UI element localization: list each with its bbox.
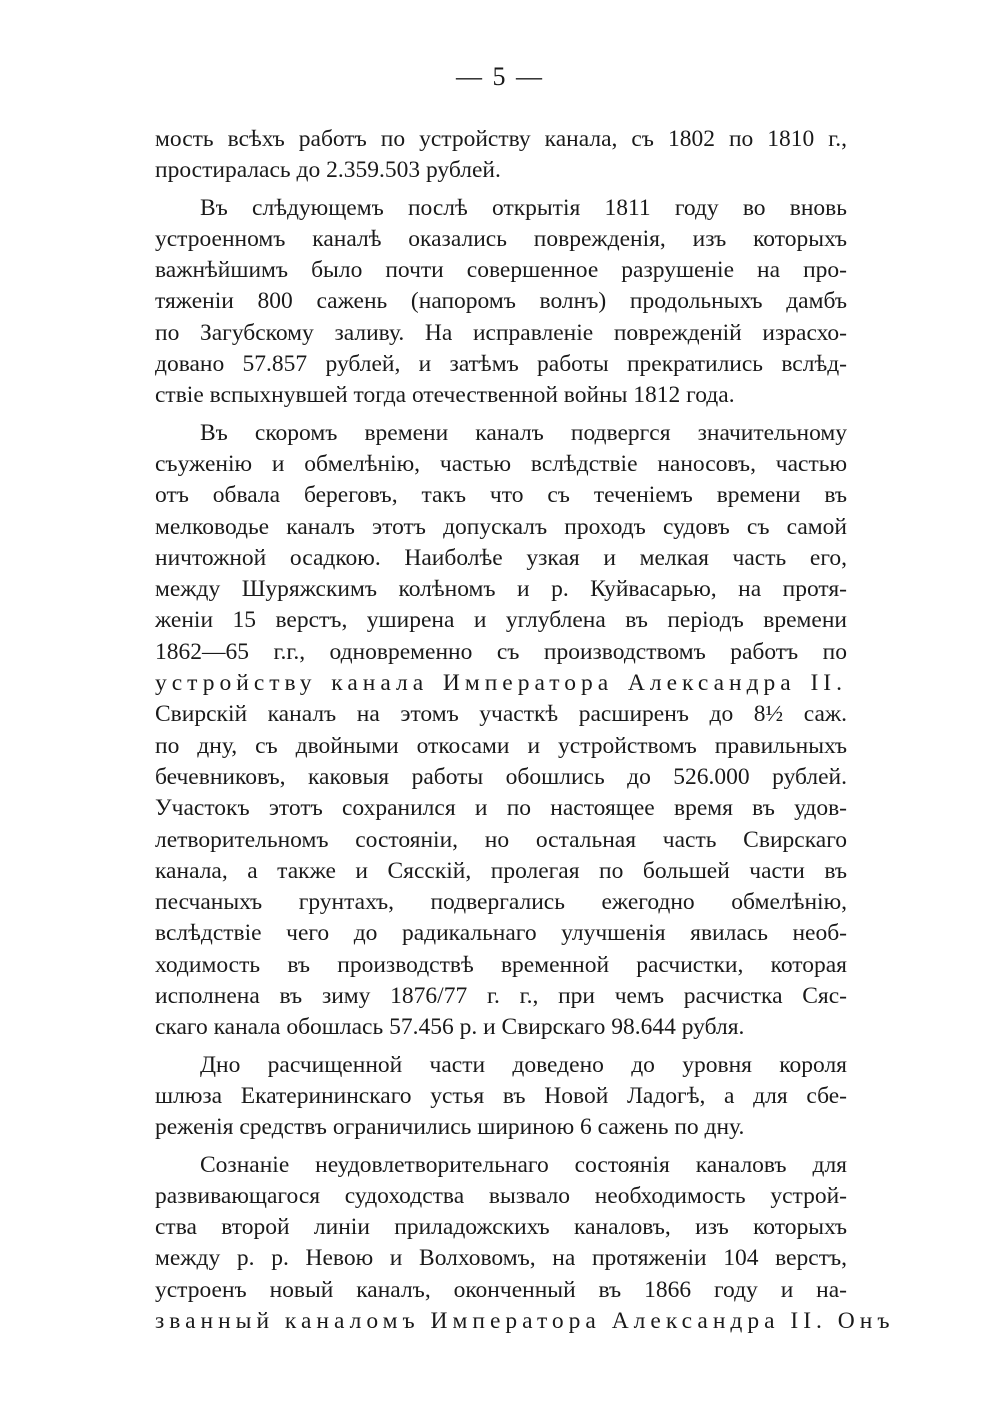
text-line: ства второй линіи приладожскихъ каналовъ, изъ которыхъ: [155, 1214, 847, 1241]
text-line: летворительномъ состояніи, но остальная часть Свирскаго: [155, 826, 847, 853]
text-line: довано 57.857 рублей, и затѣмъ работы прекратились вслѣд-: [155, 351, 847, 378]
text-line: скаго канала обошлась 57.456 р. и Свирскаго 98.644 рубля.: [155, 1014, 745, 1041]
text-line: реженія средствъ ограничились шириною 6 сажень по дну.: [155, 1114, 745, 1141]
text-line: съуженію и обмелѣнію, частью вслѣдствіе наносовъ, частью: [155, 450, 847, 477]
paragraph-1: [155, 124, 847, 187]
text-line: важнѣйшимъ было почти совершенное разрушеніе на про-: [155, 257, 847, 284]
text-line: Сознаніе неудовлетворительнаго состоянія каналовъ для: [200, 1151, 847, 1178]
text-line: устройству канала Императора Александра II.: [155, 670, 847, 697]
page-number: — 5 —: [456, 62, 544, 91]
text-line: по Загубскому заливу. На исправленіе поврежденій израсхо-: [155, 319, 847, 346]
text-line: исполнена въ зиму 1876/77 г. г., при чемъ расчистка Сяс-: [155, 983, 847, 1010]
text-line: Свирскій каналъ на этомъ участкѣ расширенъ до 8½ саж.: [155, 701, 847, 728]
text-line: женіи 15 верстъ, уширена и углублена въ періодъ времени: [155, 607, 847, 634]
paragraph-4: [155, 1050, 847, 1144]
paragraph-3: [155, 418, 847, 1044]
text-line: ходимость въ производствѣ временной расчистки, которая: [155, 951, 847, 978]
body-text: [155, 124, 895, 1337]
text-line: отъ обвала береговъ, такъ что съ теченіемъ времени въ: [155, 482, 847, 509]
text-line: устроенномъ каналѣ оказались поврежденія, изъ которыхъ: [155, 225, 847, 252]
text-line: бечевниковъ, каковыя работы обошлись до 526.000 рублей.: [155, 763, 847, 790]
text-line: тяженіи 800 сажень (напоромъ волнъ) продольныхъ дамбъ: [155, 288, 847, 315]
text-line: устроенъ новый каналъ, оконченный въ 1866 году и на-: [155, 1276, 847, 1303]
text-line: вслѣдствіе чего до радикальнаго улучшенія явилась необ-: [155, 920, 847, 947]
text-line: по дну, съ двойными откосами и устройствомъ правильныхъ: [155, 732, 847, 759]
text-line: званный каналомъ Императора Александра II. Онъ: [155, 1307, 895, 1334]
text-line: между Шуряжскимъ колѣномъ и р. Куйвасарью, на протя-: [155, 576, 847, 603]
text-line: песчаныхъ грунтахъ, подвергались ежегодно обмелѣнію,: [155, 889, 847, 916]
text-line: ствіе вспыхнувшей тогда отечественной войны 1812 года.: [155, 382, 735, 409]
text-line: ничтожной осадкою. Наиболѣе узкая и мелкая часть его,: [155, 544, 847, 571]
text-line: между р. р. Невою и Волховомъ, на протяженіи 104 верстъ,: [155, 1245, 847, 1272]
paragraph-5: [155, 1150, 895, 1338]
paragraph-2: [155, 193, 847, 412]
text-line: простиралась до 2.359.503 рублей.: [155, 157, 501, 184]
text-line: 1862—65 г.г., одновременно съ производствомъ работъ по: [155, 638, 847, 665]
text-line: Въ слѣдующемъ послѣ открытія 1811 году во вновь: [200, 194, 847, 221]
text-line: мость всѣхъ работъ по устройству канала, съ 1802 по 1810 г.,: [155, 126, 847, 152]
text-line: Участокъ этотъ сохранился и по настоящее время въ удов-: [155, 795, 847, 822]
text-line: Дно расчищенной части доведено до уровня короля: [200, 1051, 847, 1078]
text-line: канала, а также и Сясскій, пролегая по большей части въ: [155, 857, 847, 884]
text-line: Въ скоромъ времени каналъ подвергся значительному: [200, 419, 847, 446]
text-line: мелководье каналъ этотъ допускалъ проходъ судовъ съ самой: [155, 513, 847, 540]
text-line: развивающагося судоходства вызвало необходимость устрой-: [155, 1182, 847, 1209]
text-line: шлюза Екатерининскаго устья въ Новой Ладогѣ, а для сбе-: [155, 1082, 847, 1109]
